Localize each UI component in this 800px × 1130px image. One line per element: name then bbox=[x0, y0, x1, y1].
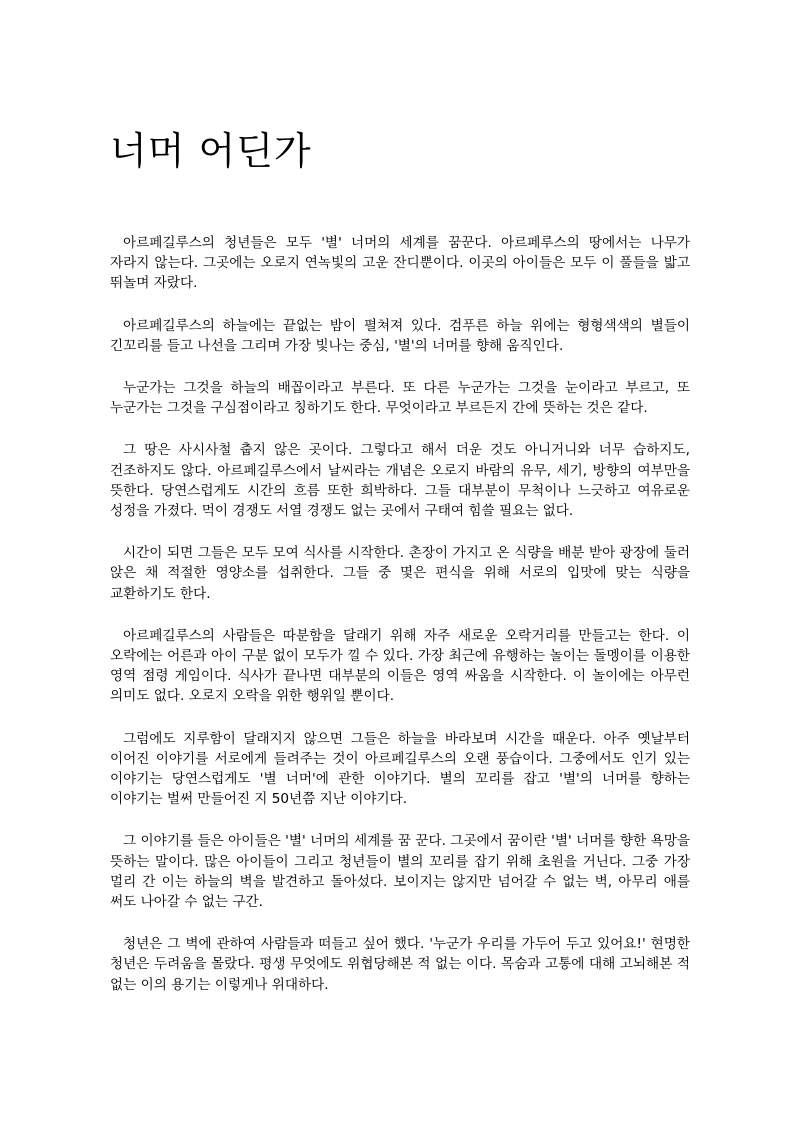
document-body bbox=[110, 233, 690, 1017]
paragraph: 그럼에도 지루함이 달래지지 않으면 그들은 하늘을 바라보며 시간을 때운다. 아주 옛날부터 이어진 이야기를 서로에게 들려주는 것이 아르페길루스의 오랜 풍습이다. 그중에서도 인기 있는 이야기는 당연스럽게도 '별 너머'에 관한 이야기다. 별의 꼬리를 잡고 '별'의 너머를 향하는 이야기는 벌써 만들어진 지 50년쯤 지난 이야기다. bbox=[110, 730, 690, 808]
paragraph: 그 이야기를 들은 아이들은 '별' 너머의 세계를 꿈 꾼다. 그곳에서 꿈이란 '별' 너머를 향한 욕망을 뜻하는 말이다. 많은 아이들이 그리고 청년들이 별의 꼬리를 잡기 위해 초원을 거닌다. 그중 가장 멀리 간 이는 하늘의 벽을 발견하고 돌아섰다. 보이지는 않지만 넘어갈 수 없는 벽, 아무리 애를 써도 나아갈 수 없는 구간. bbox=[110, 833, 690, 911]
paragraph: 청년은 그 벽에 관하여 사람들과 떠들고 싶어 했다. '누군가 우리를 가두어 두고 있어요!' 현명한 청년은 두려움을 몰랐다. 평생 무엇에도 위협당해본 적 없는 이다. 목숨과 고통에 대해 고뇌해본 적 없는 이의 용기는 이렇게나 위대하다. bbox=[110, 936, 690, 993]
paragraph: 아르페길루스의 하늘에는 끝없는 밤이 펼쳐져 있다. 검푸른 하늘 위에는 형형색색의 별들이 긴꼬리를 들고 나선을 그리며 가장 빛나는 중심, '별'의 너머를 향해 움직인다. bbox=[110, 317, 690, 354]
paragraph: 누군가는 그것을 하늘의 배꼽이라고 부른다. 또 다른 누군가는 그것을 눈이라고 부르고, 또 누군가는 그것을 구심점이라고 칭하기도 한다. 무엇이라고 부르든지 간에 뜻하는 것은 같다. bbox=[110, 380, 690, 417]
paragraph: 아르페길루스의 사람들은 따분함을 달래기 위해 자주 새로운 오락거리를 만들고는 한다. 이 오락에는 어른과 아이 구분 없이 모두가 낄 수 있다. 가장 최근에 유행하는 놀이는 돌멩이를 이용한 영역 점령 게임이다. 식사가 끝나면 대부분의 이들은 영역 싸움을 시작한다. 이 놀이에는 아무런 의미도 없다. 오로지 오락을 위한 행위일 뿐이다. bbox=[110, 627, 690, 705]
document-title: 너머 어딘가 bbox=[110, 129, 312, 173]
paragraph: 시간이 되면 그들은 모두 모여 식사를 시작한다. 촌장이 가지고 온 식량을 배분 받아 광장에 둘러 앉은 채 적절한 영양소를 섭취한다. 그들 중 몇은 편식을 위해 서로의 입맛에 맞는 식량을 교환하기도 한다. bbox=[110, 545, 690, 602]
paragraph: 아르페길루스의 청년들은 모두 '별' 너머의 세계를 꿈꾼다. 아르페루스의 땅에서는 나무가 자라지 않는다. 그곳에는 오로지 연녹빛의 고운 잔디뿐이다. 이곳의 아이들은 모두 이 풀들을 밟고 뛰놀며 자랐다. bbox=[110, 235, 690, 292]
paragraph: 그 땅은 사시사철 춥지 않은 곳이다. 그렇다고 해서 더운 것도 아니거니와 너무 습하지도, 건조하지도 않다. 아르페길루스에서 날씨라는 개념은 오로지 바람의 유무, 세기, 방향의 여부만을 뜻한다. 당연스럽게도 시간의 흐름 또한 희박하다. 그들 대부분이 무척이나 느긋하고 여유로운 성정을 가졌다. 먹이 경쟁도 서열 경쟁도 없는 곳에서 구태여 힘쓸 필요는 없다. bbox=[110, 442, 690, 520]
